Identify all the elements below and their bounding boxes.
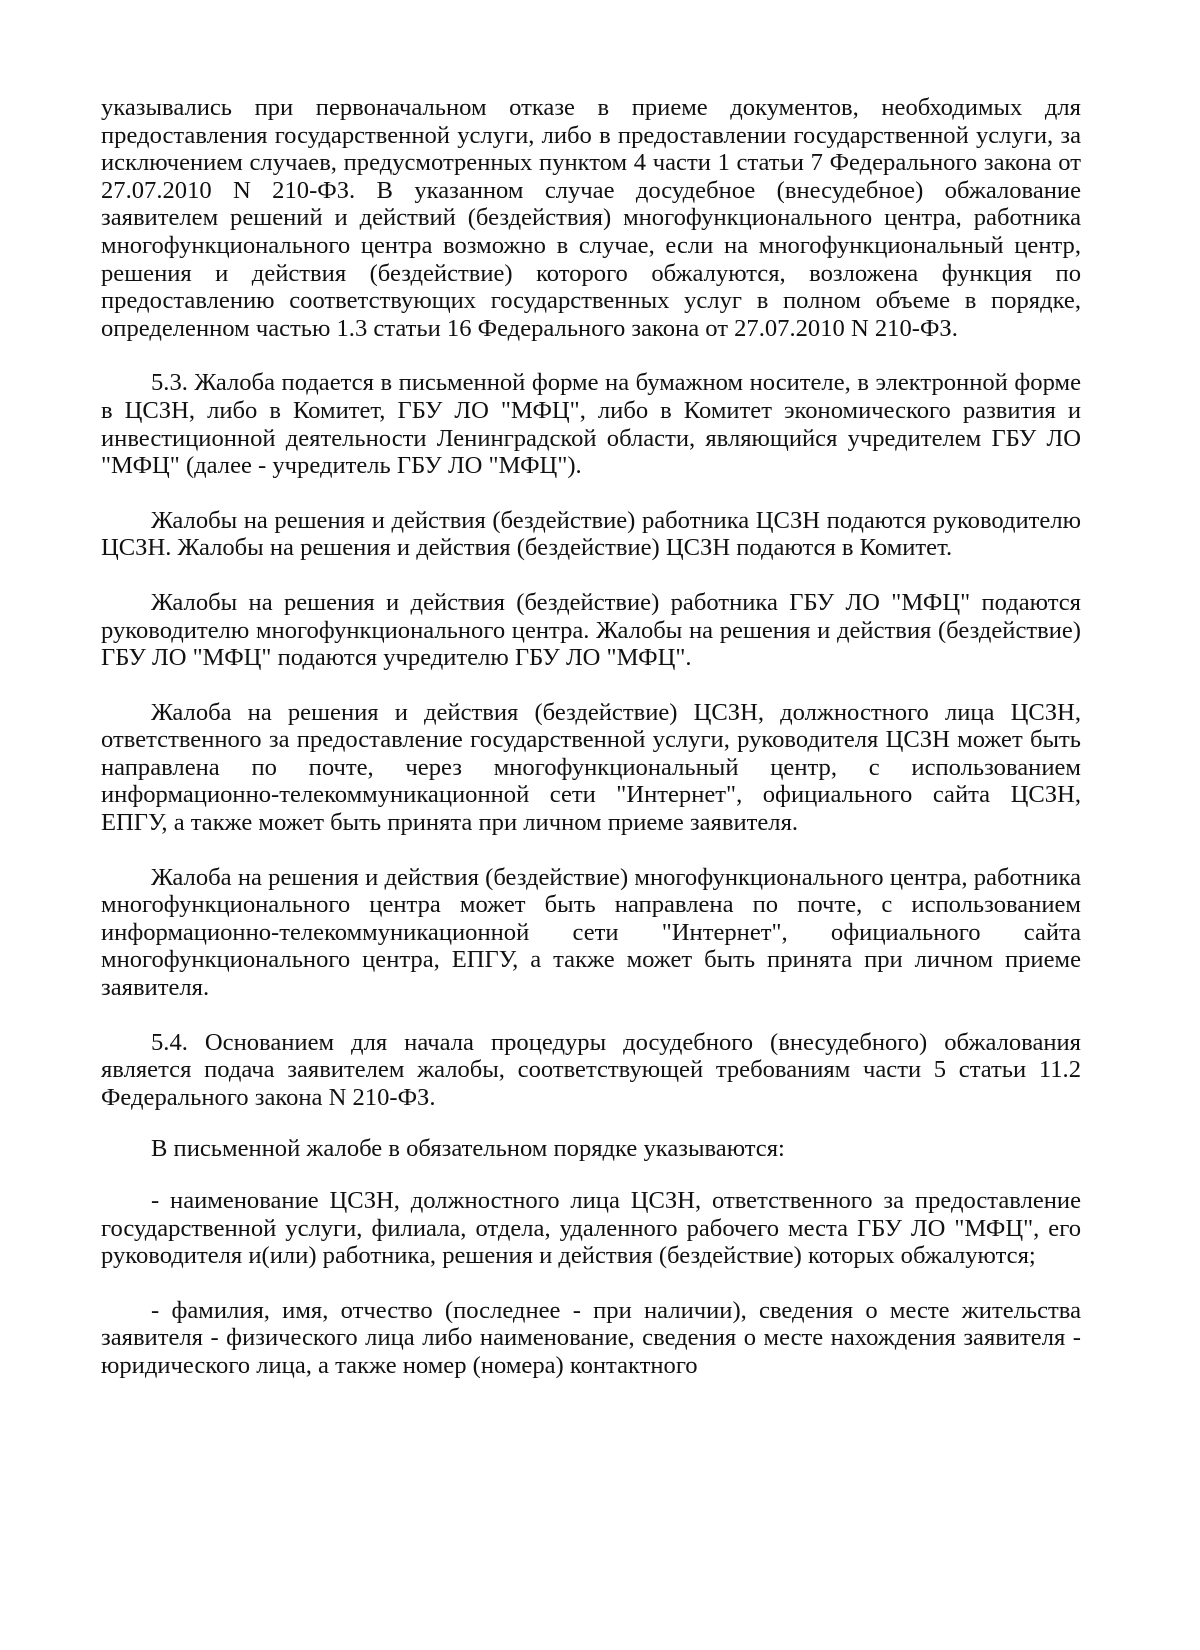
paragraph-complaints-mfc: Жалобы на решения и действия (бездействие) работника ГБУ ЛО "МФЦ" подаются руководителю многофункционального центра. Жалобы на решения и действия (бездействие) ГБУ ЛО "МФЦ" подаются учредителю ГБУ ЛО "МФЦ". — [101, 588, 1081, 672]
paragraph-5-3: 5.3. Жалоба подается в письменной форме на бумажном носителе, в электронной форме в ЦСЗН, либо в Комитет, ГБУ ЛО "МФЦ", либо в Комитет экономического развития и инвестиционной деятельности Ленинградской области, являющийся учредителем ГБУ ЛО "МФЦ" (далее - учредитель ГБУ ЛО "МФЦ"). — [101, 369, 1081, 480]
paragraph-complaints-cszn: Жалобы на решения и действия (бездействие) работника ЦСЗН подаются руководителю ЦСЗН. Жалобы на решения и действия (бездействие) ЦСЗН подаются в Комитет. — [101, 506, 1081, 562]
list-item-name: - наименование ЦСЗН, должностного лица ЦСЗН, ответственного за предоставление государственной услуги, филиала, отдела, удаленного рабочего места ГБУ ЛО "МФЦ", его руководителя и(или) работника, решения и действия (бездействие) которых обжалуются; — [101, 1187, 1081, 1270]
paragraph-continuation: указывались при первоначальном отказе в приеме документов, необходимых для предоставления государственной услуги, либо в предоставлении государственной услуги, за исключением случаев, предусмотренных пунктом 4 части 1 статьи 7 Федерального закона от 27.07.2010 N 210-ФЗ. В указанном случае досудебное (внесудебное) обжалование заявителем решений и действий (бездействия) многофункционального центра, работника многофункционального центра возможно в случае, если на многофункциональный центр, решения и действия (бездействие) которого обжалуются, возложена функция по предоставлению соответствующих государственных услуг в полном объеме в порядке, определенном частью 1.3 статьи 16 Федерального закона от 27.07.2010 N 210-ФЗ. — [101, 94, 1081, 342]
paragraph-5-4: 5.4. Основанием для начала процедуры досудебного (внесудебного) обжалования является подача заявителем жалобы, соответствующей требованиям части 5 статьи 11.2 Федерального закона N 210-ФЗ. — [101, 1028, 1081, 1111]
paragraph-complaint-delivery-cszn: Жалоба на решения и действия (бездействие) ЦСЗН, должностного лица ЦСЗН, ответственного за предоставление государственной услуги, руководителя ЦСЗН может быть направлена по почте, через многофункциональный центр, с использованием информационно-телекоммуникационной сети "Интернет", официального сайта ЦСЗН, ЕПГУ, а также может быть принята при личном приеме заявителя. — [101, 698, 1081, 837]
paragraph-written-complaint-intro: В письменной жалобе в обязательном порядке указываются: — [151, 1135, 785, 1163]
document-page — [101, 94, 1081, 1380]
list-item-applicant-details: - фамилия, имя, отчество (последнее - при наличии), сведения о месте жительства заявителя - физического лица либо наименование, сведения о месте нахождения заявителя - юридического лица, а также номер (номера) контактного — [101, 1296, 1081, 1379]
paragraph-complaint-delivery-mfc: Жалоба на решения и действия (бездействие) многофункционального центра, работника многофункционального центра может быть направлена по почте, с использованием информационно-телекоммуникационной сети "Интернет", официального сайта многофункционального центра, ЕПГУ, а также может быть принята при личном приеме заявителя. — [101, 863, 1081, 1002]
